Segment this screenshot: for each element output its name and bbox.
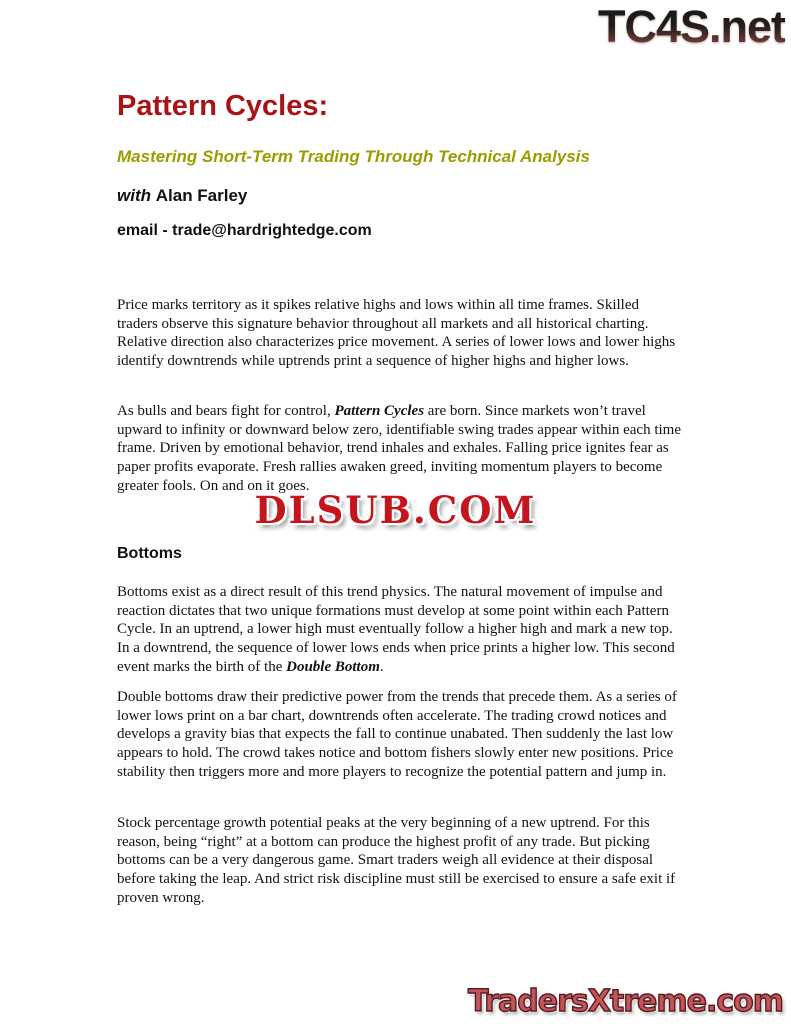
emphasized-term: Pattern Cycles xyxy=(334,403,425,419)
text-segment: As bulls and bears fight for control, xyxy=(117,403,335,419)
tc4s-watermark-logo: TC4S.net xyxy=(597,1,785,52)
dlsub-watermark-logo: DLSUB.COM xyxy=(254,488,537,532)
page-title: Pattern Cycles: xyxy=(117,90,329,122)
text-segment: Stock percentage growth potential peaks at the very beginning of a new uptrend. For this reason, being “right” at a bottom can produce the highest profit of any trade. But picking bottoms can be a very dangerous game. Smart traders weigh all evidence at their disposal before taking the leap. And strict risk discipline must still be exercised to ensure a safe exit if proven wrong. xyxy=(117,815,676,906)
paragraph-intro-1 xyxy=(117,296,682,371)
author-name: Alan Farley xyxy=(155,186,248,205)
text-segment: . xyxy=(379,658,384,675)
text-segment: are born. Since markets won’t travel upward to infinity or downward below zero, identifiable swing trades appear within each time frame. Driven by emotional behavior, trend inhales and exhales. Falling price ignites fear as paper profits evaporate. Fresh rallies awaken greed, inviting momentum players to become greater fools. On and on it goes. xyxy=(117,403,681,494)
tradersxtreme-watermark-logo: TradersXtreme.com xyxy=(468,984,783,1019)
paragraph-intro-2 xyxy=(117,402,682,496)
text-segment: Bottoms exist as a direct result of this trend physics. The natural movement of impulse and reaction dictates that two unique formations must develop at some point within each Pattern Cycle. In an uptrend, a lower high must eventually follow a higher high and mark a new top. In a downtrend, the sequence of lower lows ends when price prints a higher low. This second event marks the birth of the xyxy=(117,584,675,675)
byline-prefix: with xyxy=(117,186,151,205)
paragraph-bottoms-1 xyxy=(117,583,682,677)
page-subtitle: Mastering Short-Term Trading Through Technical Analysis xyxy=(117,147,590,166)
emphasized-term: Double Bottom xyxy=(286,658,380,675)
paragraph-bottoms-3 xyxy=(117,814,682,908)
section-heading-bottoms: Bottoms xyxy=(117,545,182,562)
text-segment: Double bottoms draw their predictive power from the trends that precede them. As a series of lower lows print on a bar chart, downtrends often accelerate. The trading crowd notices and develops a gravity bias that expects the fall to continue unabated. Then suddenly the last low appears to hold. The crowd takes notice and bottom fishers slowly enter new positions. Price stability then triggers more and more players to recognize the potential pattern and jump in. xyxy=(117,689,677,780)
email-line: email - trade@hardrightedge.com xyxy=(117,222,372,239)
byline xyxy=(117,186,247,206)
paragraph-bottoms-2 xyxy=(117,688,682,782)
text-segment: Price marks territory as it spikes relative highs and lows within all time frames. Skilled traders observe this signature behavior throughout all markets and all historical charting. Relative direction also characterizes price movement. A series of lower lows and lower highs identify downtrends while uptrends print a sequence of higher highs and higher lows. xyxy=(117,297,676,370)
